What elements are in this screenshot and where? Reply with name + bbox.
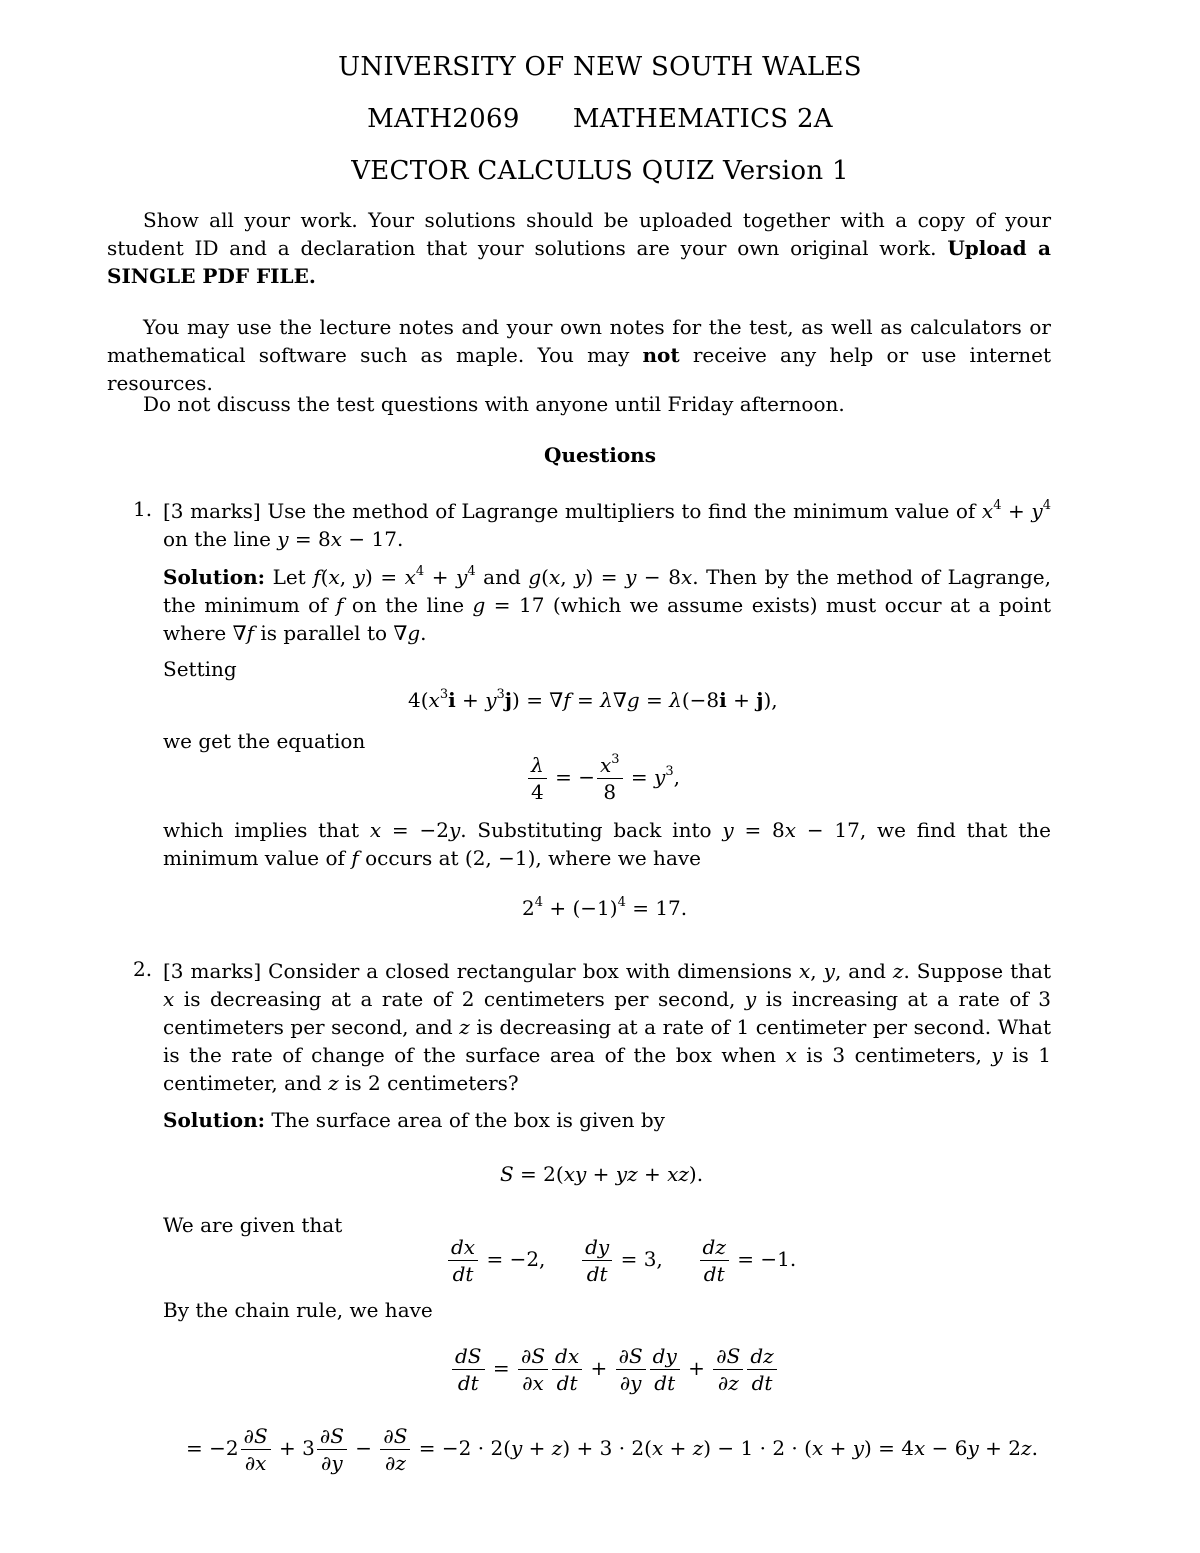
- instructions-paragraph-1: Show all your work. Your solutions should be uploaded together with a copy of your student ID and a declaration that your solutions are your own original work. Upload a SINGLE PDF FILE.: [107, 208, 1052, 288]
- question-2-solution: Solution: The surface area of the box is given by: [163, 1108, 665, 1132]
- quiz-title-text: VECTOR CALCULUS QUIZ Version 1: [351, 156, 849, 186]
- q2-chain-rule-text: By the chain rule, we have: [163, 1298, 433, 1322]
- q1-implies-paragraph: which implies that x = −2y. Substituting back into y = 8x − 17, we find that the minimum value of f occurs at (2, −1), where we have: [163, 818, 1052, 870]
- q1-we-get-text: we get the equation: [163, 729, 366, 753]
- course-code: MATH2069: [367, 104, 520, 134]
- questions-heading: Questions: [544, 443, 656, 467]
- q2-chain-rule-equation: $\frac{dS}{dt}$ = $\frac{\partial S}{\partial x}$ $\frac{dx}{dt}$ + $\frac{\partial S}{\partial y}$ $\frac{dy}{dt}$ + $\frac{\partial S}{\partial z}$ $\frac{dz}{dt}$: [450, 1343, 779, 1396]
- q1-minimum-result: $2^4 + (-1)^4 = 17$.: [522, 895, 688, 920]
- question-1-solution: Solution: Let f(x, $y) = x^4 + y^4$ and g(x, y) = y − 8x. Then by the method of Lagrange, the minimum of f on the line g = 17 (which we assume exists) must occur at a point where ∇f is parallel to ∇g.: [163, 564, 1051, 645]
- question-2-text: [3 marks] Consider a closed rectangular box with dimensions x, y, and z. Suppose that x is decreasing at a rate of 2 centimeters per second, y is increasing at a rate of 3 centimeters per second, and z is decreasing at a rate of 1 centimeter per second. What is the rate of change of the surface area of the box when x is 3 centimeters, y is 1 centimeter, and z is 2 centimeters?: [163, 959, 1052, 1095]
- instructions-paragraph-3: Do not discuss the test questions with anyone until Friday afternoon.: [143, 392, 845, 416]
- university-title: [0, 52, 1200, 82]
- question-2-number: 2.: [133, 957, 153, 981]
- q2-given-text: We are given that: [163, 1213, 343, 1237]
- course-title: [0, 104, 1200, 134]
- course-name: MATHEMATICS 2A: [572, 104, 833, 134]
- q2-rates-equation: $\frac{dx}{dt}$ = −2, $\frac{dy}{dt}$ = 3, $\frac{dz}{dt}$ = −1.: [446, 1234, 796, 1287]
- quiz-title: [0, 156, 1200, 186]
- question-1-text: [3 marks] Use the method of Lagrange multipliers to find the minimum value of $x^4 + y^4$ on the line y = 8x − 17.: [163, 498, 1051, 551]
- solution-label: Solution:: [163, 1108, 266, 1132]
- q1-setting-text: Setting: [163, 657, 237, 681]
- upload-instruction: Upload a SINGLE PDF FILE.: [107, 236, 1052, 288]
- university-name: UNIVERSITY OF NEW SOUTH WALES: [338, 52, 862, 82]
- q1-lambda-equation: $\frac{\lambda}{4}$ = − $\frac{x^3}{8}$ = $y^3$,: [526, 752, 680, 805]
- q1-gradient-equation: $4(x^3i + y^3j) = \nabla f = \lambda\nabla g = \lambda(-8i + j)$,: [408, 687, 778, 712]
- question-1-number: 1.: [133, 497, 153, 521]
- q2-surface-area-formula: S = 2(xy + yz + xz).: [500, 1162, 704, 1186]
- solution-label: Solution:: [163, 565, 266, 589]
- q2-expanded-equation: = −2 $\frac{\partial S}{\partial x}$ + 3 $\frac{\partial S}{\partial y}$ − $\frac{\partial S}{\partial z}$ = −2 · 2(y + z) + 3 · 2(x + z) − 1 · 2 · (x + y) = 4x − 6y + 2z.: [186, 1424, 1038, 1475]
- instructions-paragraph-2: You may use the lecture notes and your own notes for the test, as well as calculators or mathematical software such as maple. You may not receive any help or use internet resources.: [107, 315, 1052, 395]
